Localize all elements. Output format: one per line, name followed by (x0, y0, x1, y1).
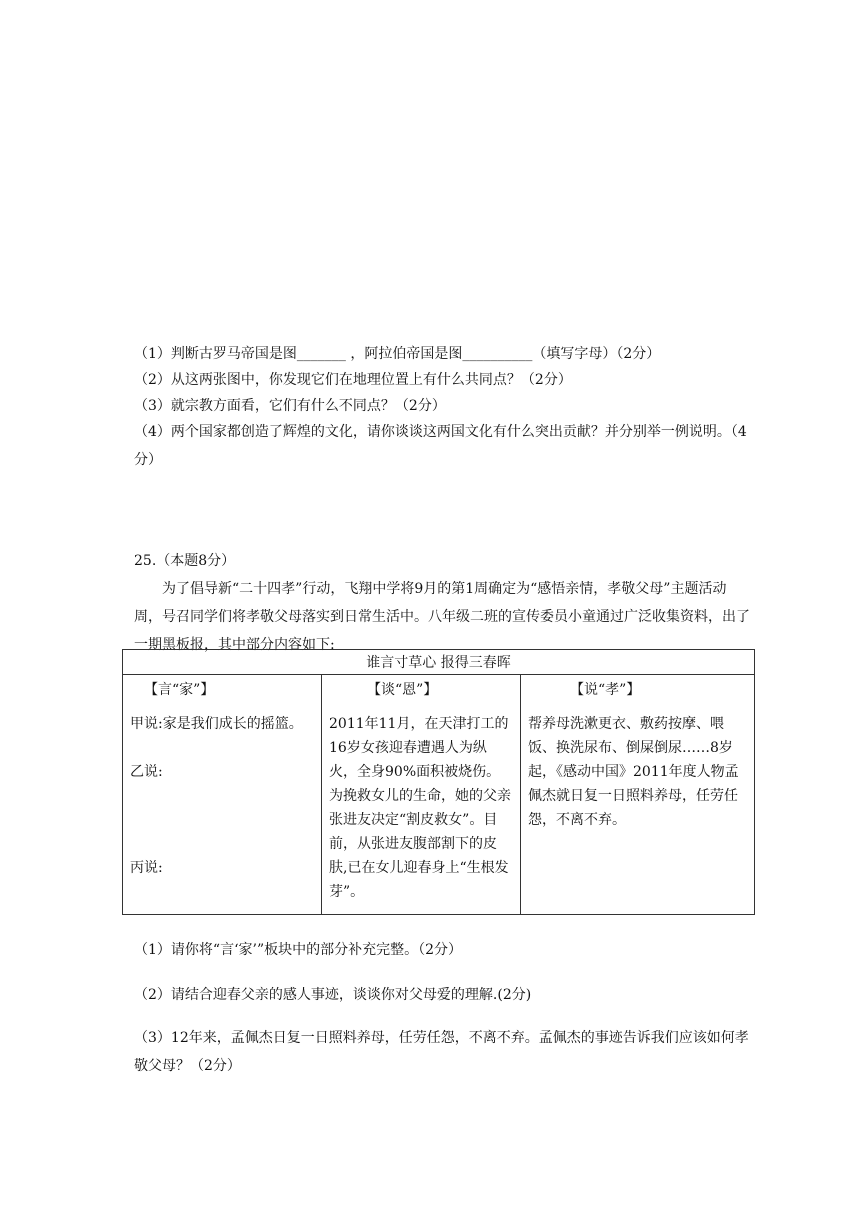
q24-sub1: （1）判断古罗马帝国是图_______ ，阿拉伯帝国是图__________（填写字母）（2分） (134, 346, 661, 362)
q25-intro: 为了倡导新“二十四孝”行动，飞翔中学将9月的第1周确定为“感悟亲情，孝敬父母”主题活动周，号召同学们将孝敬父母落实到日常生活中。八年级二班的宣传委员小童通过广泛收集资料，出了一期黑板报，其中部分内容如下: (134, 581, 750, 653)
col-home-heading: 【言“家”】 (144, 682, 215, 698)
col-filial-heading: 【说“孝”】 (570, 682, 641, 698)
yi-says: 乙说: (130, 764, 163, 780)
q25-sub2: （2）请结合迎春父亲的感人事迹，谈谈你对父母爱的理解.(2分) (134, 987, 532, 1003)
board-col-grace (322, 675, 521, 915)
blackboard-table (122, 649, 755, 915)
q25-sub3: （3）12年来，孟佩杰日复一日照料养母，任劳任怨，不离不弃。孟佩杰的事迹告诉我们应该如何孝敬父母？（2分） (134, 1030, 749, 1074)
board-col-filial (521, 675, 755, 915)
grace-story: 2011年11月，在天津打工的16岁女孩迎春遭遇人为纵火，全身90%面积被烧伤。为挽救女儿的生命，她的父亲张进友决定“割皮救女”。目前，从张进友腹部割下的皮肤,已在女儿迎春身上“生根发芽”。 (329, 716, 511, 900)
board-title: 谁言寸草心 报得三春晖 (123, 650, 755, 675)
q25-sub1: （1）请你将“言‘家’”板块中的部分补充完整。（2分） (134, 942, 463, 958)
col-grace-heading: 【谈“恩”】 (367, 682, 438, 698)
q25-heading: 25.（本题8分） (134, 553, 236, 569)
q24-sub4: （4）两个国家都创造了辉煌的文化，请你谈谈这两国文化有什么突出贡献？并分别举一例说明。（4分） (134, 424, 747, 468)
filial-story: 帮养母洗漱更衣、敷药按摩、喂饭、换洗尿布、倒屎倒尿……8岁起，《感动中国》2011年度人物孟佩杰就日复一日照料养母，任劳任怨，不离不弃。 (528, 716, 739, 828)
jia-says: 甲说:家是我们成长的摇篮。 (130, 716, 303, 732)
q24-sub2: （2）从这两张图中，你发现它们在地理位置上有什么共同点？（2分） (134, 372, 572, 388)
bing-says: 丙说: (130, 860, 163, 876)
q24-sub3: （3）就宗教方面看，它们有什么不同点？（2分） (134, 398, 446, 414)
board-col-home (123, 675, 322, 915)
